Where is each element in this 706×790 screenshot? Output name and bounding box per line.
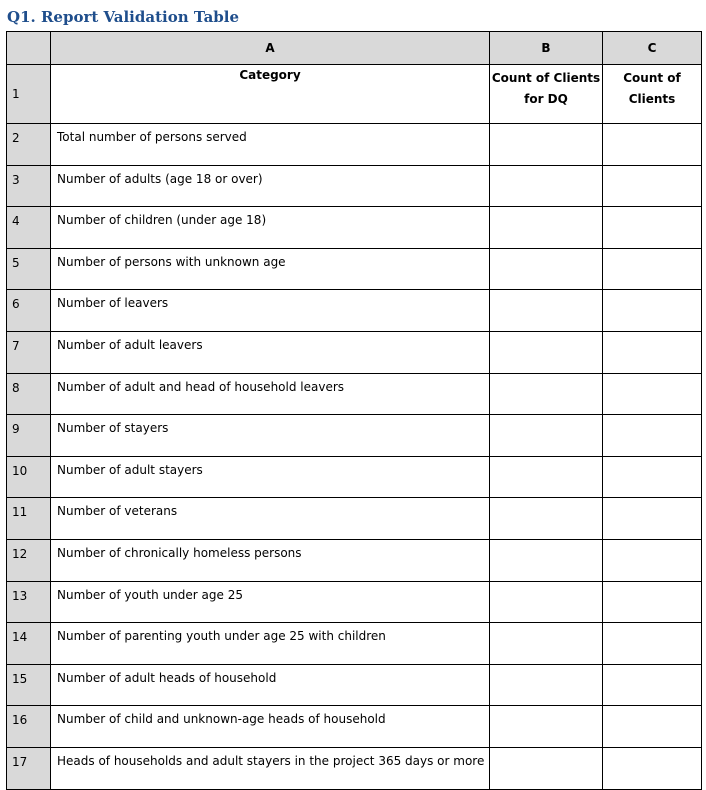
row-number: 7 xyxy=(7,331,51,373)
category-header-row xyxy=(7,65,702,124)
table-row xyxy=(7,623,702,665)
column-header-b: B xyxy=(490,32,603,65)
count-for-dq-header-line1: Count of Clients xyxy=(491,71,601,85)
row-label: Number of leavers xyxy=(51,290,490,332)
row-label: Number of youth under age 25 xyxy=(51,581,490,623)
count-of-clients-cell xyxy=(603,498,702,540)
table-row xyxy=(7,207,702,249)
row-label: Number of adults (age 18 or over) xyxy=(51,165,490,207)
table-row xyxy=(7,539,702,581)
count-of-clients-cell xyxy=(603,290,702,332)
count-of-clients-cell xyxy=(603,706,702,748)
row-label: Number of persons with unknown age xyxy=(51,248,490,290)
row-label: Number of parenting youth under age 25 with children xyxy=(51,623,490,665)
table-row xyxy=(7,373,702,415)
row-number: 14 xyxy=(7,623,51,665)
corner-cell xyxy=(7,32,51,65)
row-label: Total number of persons served xyxy=(51,124,490,166)
count-for-dq-header xyxy=(490,65,603,124)
table-row xyxy=(7,415,702,457)
count-for-dq-cell xyxy=(490,124,603,166)
count-for-dq-cell xyxy=(490,664,603,706)
count-for-dq-cell xyxy=(490,456,603,498)
table-row xyxy=(7,165,702,207)
column-letter-row xyxy=(7,32,702,65)
count-of-clients-cell xyxy=(603,248,702,290)
row-number: 1 xyxy=(7,65,51,124)
count-of-clients-header-line1: Count of xyxy=(623,71,681,85)
count-for-dq-cell xyxy=(490,623,603,665)
category-header: Category xyxy=(51,65,490,124)
row-label: Number of adult and head of household leavers xyxy=(51,373,490,415)
row-label: Number of adult heads of household xyxy=(51,664,490,706)
row-label: Number of chronically homeless persons xyxy=(51,539,490,581)
row-number: 3 xyxy=(7,165,51,207)
row-number: 12 xyxy=(7,539,51,581)
row-number: 5 xyxy=(7,248,51,290)
row-label: Number of adult stayers xyxy=(51,456,490,498)
count-for-dq-header-line2: for DQ xyxy=(524,92,568,106)
count-of-clients-cell xyxy=(603,207,702,249)
table-row xyxy=(7,331,702,373)
count-of-clients-cell xyxy=(603,664,702,706)
count-of-clients-header-line2: Clients xyxy=(628,92,676,106)
table-row xyxy=(7,498,702,540)
count-for-dq-cell xyxy=(490,290,603,332)
count-for-dq-cell xyxy=(490,539,603,581)
row-label: Heads of households and adult stayers in the project 365 days or more xyxy=(51,747,490,789)
count-of-clients-cell xyxy=(603,165,702,207)
table-row xyxy=(7,664,702,706)
column-header-c: C xyxy=(603,32,702,65)
count-of-clients-cell xyxy=(603,539,702,581)
table-row xyxy=(7,747,702,789)
row-number: 13 xyxy=(7,581,51,623)
row-number: 17 xyxy=(7,747,51,789)
report-validation-table xyxy=(6,31,702,790)
row-number: 11 xyxy=(7,498,51,540)
row-label: Number of child and unknown-age heads of household xyxy=(51,706,490,748)
count-of-clients-header xyxy=(603,65,702,124)
row-number: 4 xyxy=(7,207,51,249)
row-label: Number of children (under age 18) xyxy=(51,207,490,249)
count-for-dq-cell xyxy=(490,331,603,373)
row-number: 15 xyxy=(7,664,51,706)
row-number: 6 xyxy=(7,290,51,332)
table-row xyxy=(7,124,702,166)
count-of-clients-cell xyxy=(603,623,702,665)
row-number: 2 xyxy=(7,124,51,166)
count-of-clients-cell xyxy=(603,373,702,415)
count-of-clients-cell xyxy=(603,456,702,498)
row-number: 8 xyxy=(7,373,51,415)
count-for-dq-cell xyxy=(490,498,603,540)
count-of-clients-cell xyxy=(603,747,702,789)
count-for-dq-cell xyxy=(490,207,603,249)
count-for-dq-cell xyxy=(490,373,603,415)
count-for-dq-cell xyxy=(490,165,603,207)
table-title: Q1. Report Validation Table xyxy=(7,8,240,26)
column-header-a: A xyxy=(51,32,490,65)
table-row xyxy=(7,581,702,623)
count-for-dq-cell xyxy=(490,248,603,290)
count-for-dq-cell xyxy=(490,747,603,789)
table-row xyxy=(7,706,702,748)
table-row xyxy=(7,248,702,290)
count-of-clients-cell xyxy=(603,331,702,373)
count-for-dq-cell xyxy=(490,581,603,623)
count-of-clients-cell xyxy=(603,124,702,166)
row-label: Number of stayers xyxy=(51,415,490,457)
count-for-dq-cell xyxy=(490,415,603,457)
row-number: 9 xyxy=(7,415,51,457)
table-row xyxy=(7,290,702,332)
count-of-clients-cell xyxy=(603,581,702,623)
count-for-dq-cell xyxy=(490,706,603,748)
row-label: Number of veterans xyxy=(51,498,490,540)
row-label: Number of adult leavers xyxy=(51,331,490,373)
count-of-clients-cell xyxy=(603,415,702,457)
row-number: 16 xyxy=(7,706,51,748)
table-row xyxy=(7,456,702,498)
row-number: 10 xyxy=(7,456,51,498)
